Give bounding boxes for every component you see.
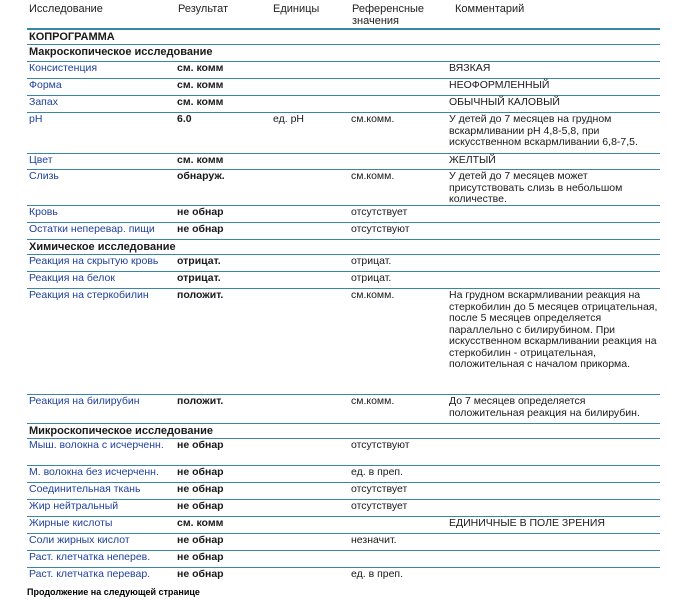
result-value: положит. [177, 395, 224, 407]
result-value: отрицат. [177, 272, 221, 284]
reference-value: см.комм. [351, 113, 395, 125]
test-name: Консистенция [29, 62, 98, 74]
table-row [27, 288, 660, 394]
continued-note: Продолжение на следующей странице [27, 587, 200, 597]
test-name: Мыш. волокна с исчерченн. [29, 439, 164, 451]
test-name: Жир нейтральный [29, 500, 119, 512]
comment-text: ОБЫЧНЫЙ КАЛОВЫЙ [449, 96, 560, 108]
result-value: положит. [177, 289, 224, 301]
reference-value: отсутствуют [351, 223, 410, 235]
result-value: см. комм [177, 517, 224, 529]
section-row [27, 44, 660, 61]
result-value: не обнар [177, 466, 224, 478]
reference-value: отсутствует [351, 206, 408, 218]
test-name: Слизь [29, 170, 59, 182]
test-name: Жирные кислоты [29, 517, 113, 529]
section-row [27, 239, 660, 254]
comment-text: ЕДИНИЧНЫЕ В ПОЛЕ ЗРЕНИЯ [449, 517, 605, 529]
test-name: Соединительная ткань [29, 483, 141, 495]
table-row [27, 499, 660, 516]
section-heading: Макроскопическое исследование [29, 46, 213, 58]
result-value: см. комм [177, 154, 224, 166]
reference-value: см.комм. [351, 395, 395, 407]
section-heading: Химическое исследование [29, 241, 176, 253]
result-value: см. комм [177, 96, 224, 108]
section-heading: Микроскопическое исследование [29, 425, 213, 437]
table-row [27, 112, 660, 153]
result-value: см. комм [177, 62, 224, 74]
reference-value: незначит. [351, 534, 397, 546]
result-value: не обнар [177, 483, 224, 495]
table-title-row [27, 28, 660, 44]
reference-value: отрицат. [351, 272, 392, 284]
result-value: не обнар [177, 534, 224, 546]
test-name: Раст. клетчатка неперев. [29, 551, 151, 563]
table-title: КОПРОГРАММА [29, 31, 115, 43]
test-name: Соли жирных кислот [29, 534, 130, 546]
reference-value: отсутствует [351, 483, 408, 495]
table-row [27, 271, 660, 288]
table-row [27, 95, 660, 112]
reference-value: ед. в преп. [351, 466, 404, 478]
test-name: Форма [29, 79, 62, 91]
result-value: отрицат. [177, 255, 221, 267]
header-units: Единицы [273, 3, 320, 15]
table-row [27, 533, 660, 550]
result-value: обнаруж. [177, 170, 225, 182]
table-row [27, 153, 660, 169]
table-row [27, 550, 660, 567]
reference-value: см.комм. [351, 289, 395, 301]
table-row [27, 567, 660, 584]
reference-value: отсутствует [351, 500, 408, 512]
result-value: не обнар [177, 206, 224, 218]
table-header [0, 0, 686, 28]
comment-text: У детей до 7 месяцев на грудном вскармливании pH 4,8-5,8, при искусственном вскармливании 6,8-7,5. [449, 113, 638, 148]
comment-text: ВЯЗКАЯ [449, 62, 491, 74]
result-value: см. комм [177, 79, 224, 91]
table-row [27, 465, 660, 482]
reference-value: см.комм. [351, 170, 395, 182]
test-name: Реакция на стеркобилин [29, 289, 149, 301]
result-value: не обнар [177, 551, 224, 563]
comment-text: У детей до 7 месяцев может присутствовать слизь в небольшом количестве. [449, 170, 623, 205]
header-comment: Комментарий [455, 3, 525, 15]
result-value: не обнар [177, 568, 224, 580]
test-name: М. волокна без исчерченн. [29, 466, 159, 478]
table-row [27, 438, 660, 465]
test-name: Реакция на билирубин [29, 395, 140, 407]
table-row [27, 169, 660, 205]
reference-value: отсутствуют [351, 439, 410, 451]
table-row [27, 78, 660, 95]
test-name: Реакция на белок [29, 272, 115, 284]
header-reference: Референсные значения [352, 3, 425, 27]
test-name: Кровь [29, 206, 58, 218]
test-name: Цвет [29, 154, 53, 166]
table-row [27, 516, 660, 533]
header-result: Результат [178, 3, 229, 15]
test-name: Запах [29, 96, 58, 108]
test-name: Раст. клетчатка перевар. [29, 568, 151, 580]
result-value: не обнар [177, 223, 224, 235]
reference-value: отрицат. [351, 255, 392, 267]
table-row [27, 254, 660, 271]
table-row [27, 394, 660, 423]
comment-text: На грудном вскармливании реакция на стеркобилин до 5 месяцев отрицательная, после 5 месяцев определяется параллельно с билирубином. При искусственном вскармливании реакция на стеркобилин - отрицательная, положительная с началом прикорма. [449, 289, 658, 370]
units-value: ед. pH [273, 113, 304, 125]
test-name: pH [29, 113, 43, 125]
comment-text: НЕОФОРМЛЕННЫЙ [449, 79, 550, 91]
results-table [27, 28, 660, 584]
test-name: Реакция на скрытую кровь [29, 255, 159, 267]
header-test: Исследование [29, 3, 103, 15]
reference-value: ед. в преп. [351, 568, 404, 580]
table-row [27, 222, 660, 239]
result-value: 6.0 [177, 113, 192, 125]
comment-text: ЖЕЛТЫЙ [449, 154, 496, 166]
table-row [27, 61, 660, 78]
section-row [27, 423, 660, 438]
result-value: не обнар [177, 500, 224, 512]
comment-text: До 7 месяцев определяется положительная реакция на билирубин. [449, 395, 640, 419]
result-value: не обнар [177, 439, 224, 451]
table-row [27, 482, 660, 499]
test-name: Остатки неперевар. пищи [29, 223, 155, 235]
table-row [27, 205, 660, 222]
